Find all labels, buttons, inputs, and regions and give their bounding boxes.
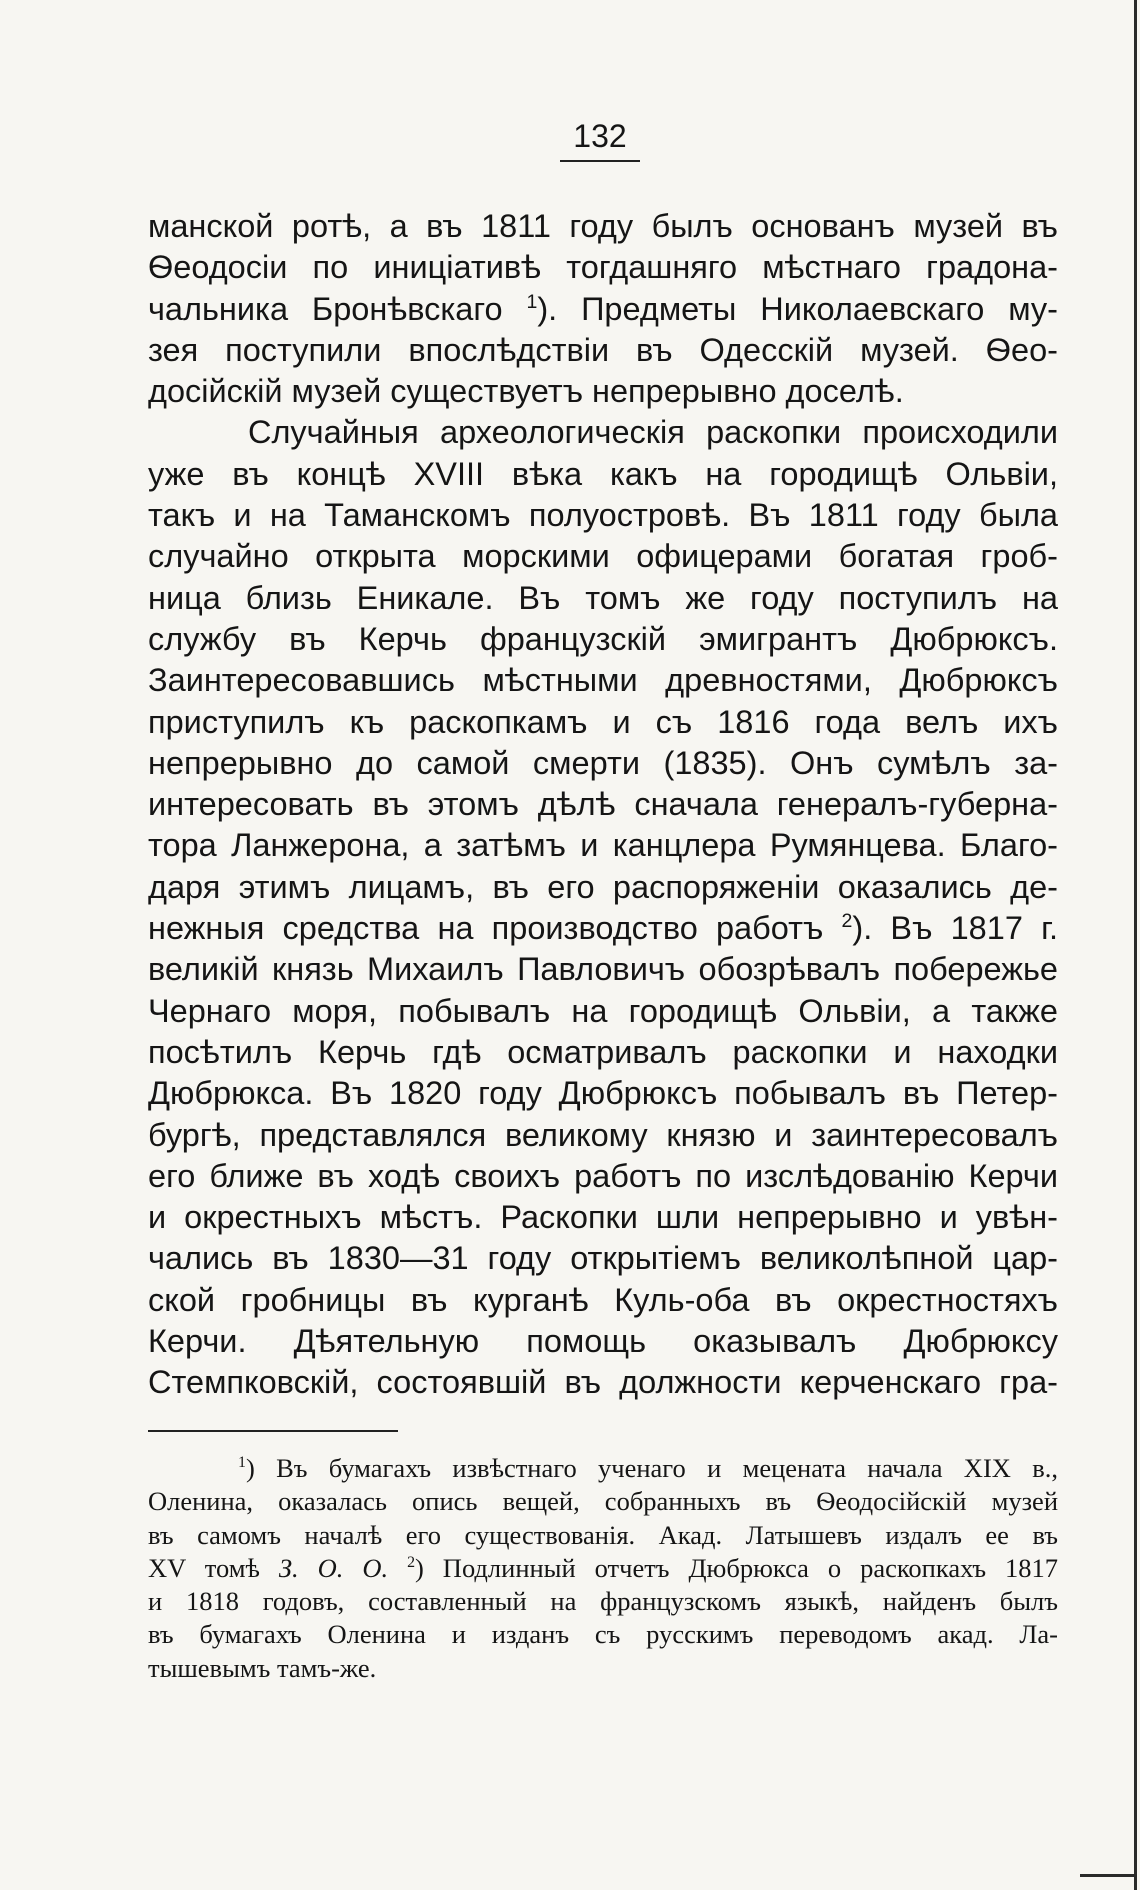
text-line: посѣтилъ Керчь гдѣ осматривалъ раскопки и находки [148, 1033, 1058, 1070]
footnote-separator [148, 1430, 398, 1432]
text-line: Дюбрюкса. Въ 1820 году Дюбрюксъ побывалъ въ Петер- [148, 1075, 1058, 1112]
footnote-marker: 2 [407, 1554, 416, 1572]
text-line: уже въ концѣ XVIII вѣка какъ на городищѣ Ольвіи, [148, 455, 1058, 492]
text-line: Керчи. Дѣятельную помощь оказывалъ Дюбрюксу [148, 1323, 1058, 1360]
text-line [148, 289, 1058, 330]
text-line: бургѣ, представлялся великому князю и заинтересовалъ [148, 1116, 1058, 1153]
scan-edge-line [1134, 0, 1137, 1890]
text-line: Случайныя археологическія раскопки происходили [248, 414, 1058, 451]
page-number: 132 [573, 118, 627, 154]
text-fragment: ). Въ 1817 г. [852, 910, 1059, 947]
footnote-line: и 1818 годовъ, составленный на французскомъ языкѣ, найденъ былъ [148, 1586, 1058, 1617]
text-line: манской ротѣ, а въ 1811 году былъ основанъ музей въ [148, 208, 1058, 244]
footnote-line: въ бумагахъ Оленина и изданъ съ русскимъ переводомъ акад. Ла- [148, 1619, 1058, 1650]
footnote-line [148, 1452, 1058, 1485]
text-line: досійскій музей существуетъ непрерывно доселѣ. [148, 373, 904, 410]
text-fragment: ). Предметы Николаевскаго му- [537, 290, 1058, 327]
text-line: его ближе въ ходѣ своихъ работъ по изслѣдованію Керчи [148, 1157, 1058, 1194]
text-line: службу въ Керчь французскій эмигрантъ Дюбрюксъ. [148, 620, 1058, 657]
text-line: Чернаго моря, побывалъ на городищѣ Ольвіи, а также [148, 992, 1058, 1029]
main-text [148, 206, 1058, 1404]
text-line: Стемпковскій, состоявшій въ должности керченскаго гра- [148, 1364, 1058, 1401]
footnote-line: тышевымъ тамъ-же. [148, 1652, 377, 1683]
text-line: Ѳеодосіи по иниціативѣ тогдашняго мѣстнаго градона- [148, 249, 1058, 286]
text-line: такъ и на Таманскомъ полуостровѣ. Въ 1811 году была [148, 497, 1058, 534]
text-line: ской гробницы въ курганѣ Куль-оба въ окрестностяхъ [148, 1281, 1058, 1318]
journal-abbreviation: З. О. О. [278, 1552, 389, 1583]
text-line: великій князь Михаилъ Павловичъ обозрѣвалъ побережье [148, 951, 1058, 988]
footnote-reference: 2 [841, 910, 853, 933]
text-line: приступилъ къ раскопкамъ и съ 1816 года велъ ихъ [148, 703, 1058, 740]
footnotes [148, 1452, 1058, 1685]
text-line: Заинтересовавшись мѣстными древностями, Дюбрюксъ [148, 662, 1058, 699]
text-fragment: XV томѣ [148, 1552, 279, 1583]
text-line: интересовать въ этомъ дѣлѣ сначала генералъ-губерна- [148, 786, 1058, 823]
text-fragment: ) Въ бумагахъ извѣстнаго ученаго и мецената начала XIX в., [245, 1453, 1058, 1483]
text-line: случайно открыта морскими офицерами богатая гроб- [148, 538, 1058, 575]
text-line: и окрестныхъ мѣстъ. Раскопки шли непрерывно и увѣн- [148, 1199, 1058, 1236]
text-line: ница близь Еникале. Въ томъ же году поступилъ на [148, 579, 1058, 616]
footnote-reference: 1 [526, 290, 538, 313]
text-line: тора Ланжерона, а затѣмъ и канцлера Румянцева. Благо- [148, 827, 1058, 864]
text-line: даря этимъ лицамъ, въ его распоряженіи оказались де- [148, 868, 1058, 905]
text-fragment: чальника Бронѣвскаго [148, 290, 503, 327]
text-line [148, 908, 1058, 949]
scan-corner-mark [1080, 1874, 1136, 1877]
text-fragment: нежныя средства на производство работъ [148, 910, 824, 947]
text-line: непрерывно до самой смерти (1835). Онъ сумѣлъ за- [148, 744, 1058, 781]
text-fragment: ) Подлинный отчетъ Дюбрюкса о раскопкахъ 1817 [415, 1552, 1058, 1583]
page-number-underline [560, 160, 640, 162]
footnote-line: Оленина, оказалась опись вещей, собранныхъ въ Ѳеодосійскій музей [148, 1486, 1058, 1517]
footnote-line [148, 1552, 1058, 1585]
footnote-marker: 1 [238, 1454, 246, 1472]
footnote-line: въ самомъ началѣ его существованія. Акад. Латышевъ издалъ ее въ [148, 1519, 1058, 1550]
text-line: зея поступили впослѣдствіи въ Одесскій музей. Ѳео- [148, 331, 1058, 368]
text-line: чались въ 1830—31 году открытіемъ великолѣпной цар- [148, 1240, 1058, 1277]
